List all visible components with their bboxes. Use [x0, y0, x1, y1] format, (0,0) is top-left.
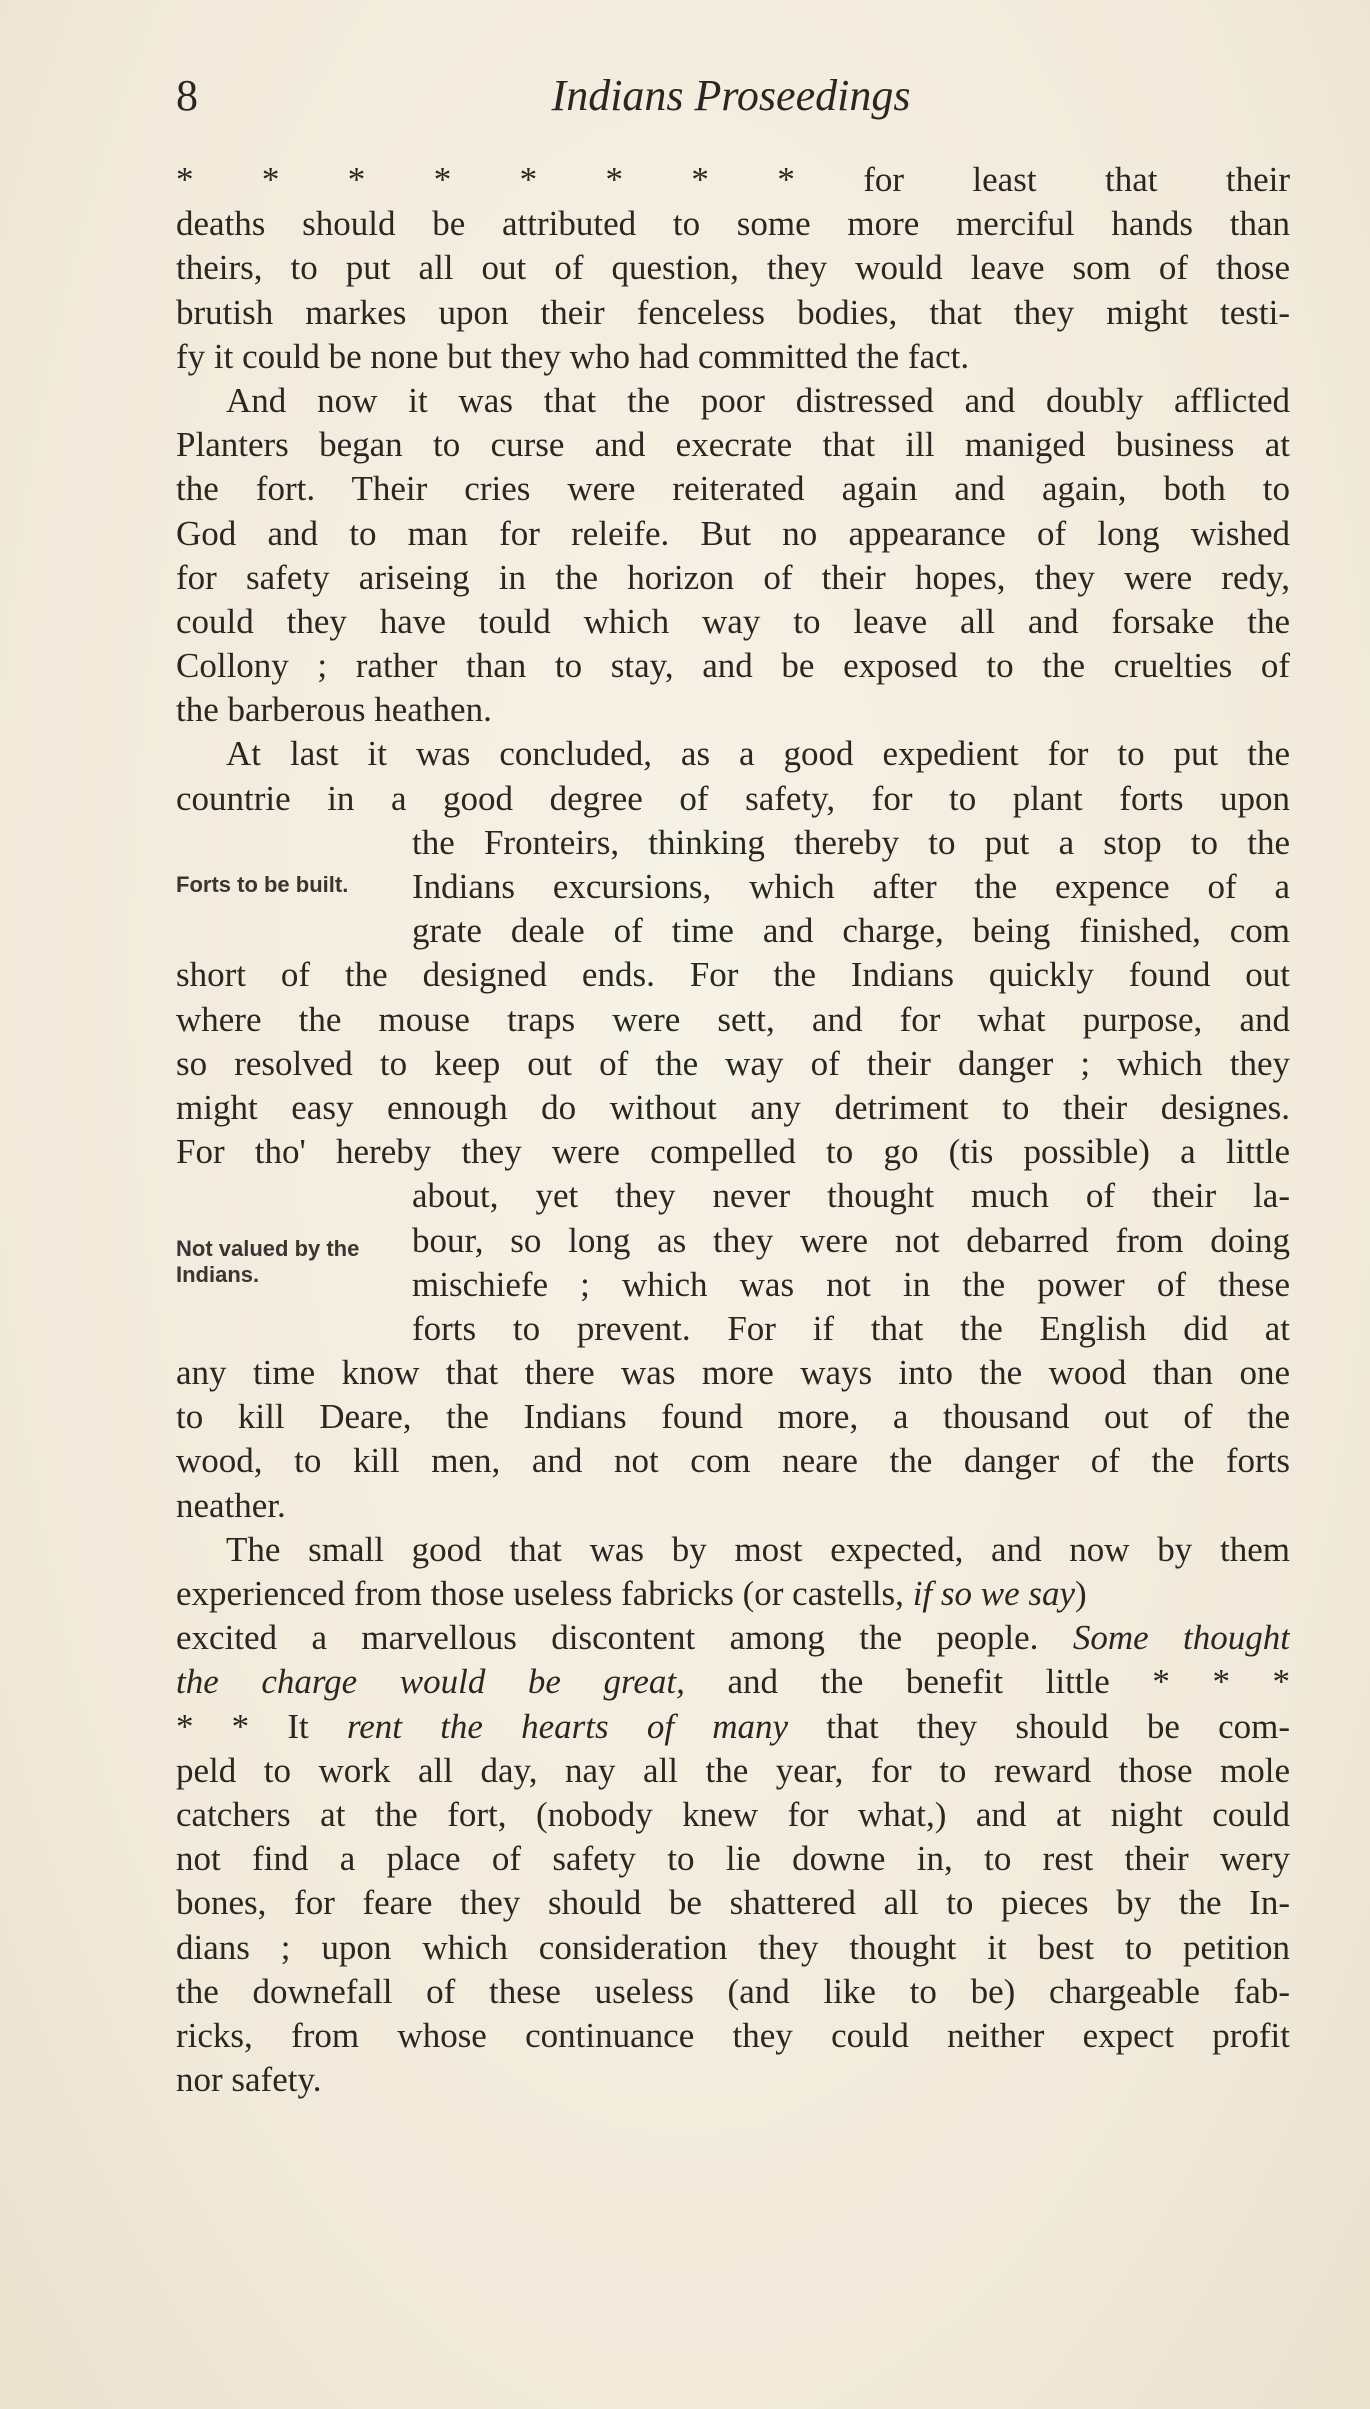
text-line: At last it was concluded, as a good expedient for to put the: [226, 734, 1290, 774]
text-line: ricks, from whose continuance they could neither expect profit: [176, 2015, 1290, 2055]
text-line: peld to work all day, nay all the year, for to reward those mole: [176, 1750, 1290, 1790]
italic-run: Some thought: [1072, 1618, 1290, 1658]
text-line: might easy ennough do without any detriment to their designes.: [176, 1087, 1290, 1127]
text-line: bour, so long as they were not debarred from doing: [412, 1220, 1290, 1260]
text-line: countrie in a good degree of safety, for to plant forts upon: [176, 778, 1290, 818]
text-line: Planters began to curse and execrate that ill maniged business at: [176, 425, 1290, 465]
text-line: Indians excursions, which after the expence of a: [412, 867, 1290, 906]
text-line: wood, to kill men, and not com neare the danger of the forts: [176, 1441, 1290, 1481]
text-run: * * *: [1152, 1662, 1290, 1702]
text-run: excited a marvellous discontent among the people.: [176, 1618, 1039, 1658]
text-line: fy it could be none but they who had committed the fact.: [176, 336, 970, 376]
text-line: And now it was that the poor distressed and doubly afflicted: [226, 380, 1290, 420]
text-line: so resolved to keep out of the way of their danger ; which they: [176, 1043, 1290, 1083]
body-text: [176, 158, 1290, 2102]
text-line: the fort. Their cries were reiterated again and again, both to: [176, 469, 1290, 509]
text-line: the barberous heathen.: [176, 690, 492, 730]
text-line: to kill Deare, the Indians found more, a thousand out of the: [176, 1397, 1290, 1437]
text-run: * * It: [176, 1706, 309, 1746]
text-line: could they have tould which way to leave all and forsake the: [176, 601, 1290, 641]
text-line: For tho' hereby they were compelled to go (tis possible) a little: [176, 1132, 1290, 1172]
text-line: the Fronteirs, thinking thereby to put a stop to the: [412, 822, 1290, 862]
text-line: * * * * * * * * for least that their: [176, 160, 1290, 199]
text-line: catchers at the fort, (nobody knew for what,) and at night could: [176, 1794, 1290, 1834]
text-line: [176, 1572, 1290, 1616]
italic-run: the charge would be great,: [176, 1662, 685, 1702]
text-line: not find a place of safety to lie downe in, to rest their wery: [176, 1839, 1290, 1879]
text-line: dians ; upon which consideration they thought it best to petition: [176, 1927, 1290, 1967]
text-line: neather.: [176, 1485, 286, 1525]
text-line: Collony ; rather than to stay, and be exposed to the cruelties of: [176, 646, 1290, 686]
text-line: God and to man for releife. But no appearance of long wished: [176, 513, 1290, 553]
margin-note-forts: Forts to be built.: [176, 872, 349, 897]
text-line: any time know that there was more ways into the wood than one: [176, 1353, 1290, 1393]
text-run: that they should be com-: [826, 1706, 1290, 1746]
text-line: [176, 1660, 1290, 1704]
text-line: nor safety.: [176, 2060, 322, 2100]
page-header: [176, 70, 1286, 130]
text-line: the downefall of these useless (and like to be) chargeable fab-: [176, 1971, 1290, 2011]
text-line: The small good that was by most expected, and now by them: [226, 1529, 1290, 1569]
text-run: ): [1075, 1574, 1087, 1613]
text-line: grate deale of time and charge, being finished, com: [412, 911, 1290, 951]
running-title: Indians Proseedings: [551, 71, 911, 120]
text-line: short of the designed ends. For the Indians quickly found out: [176, 955, 1290, 995]
text-line: mischiefe ; which was not in the power of these: [412, 1264, 1290, 1304]
text-line: brutish markes upon their fenceless bodies, that they might testi-: [176, 292, 1290, 332]
text-line: [176, 1616, 1290, 1660]
text-line: bones, for feare they should be shattered all to pieces by the In-: [176, 1883, 1290, 1923]
text-line: deaths should be attributed to some more merciful hands than: [176, 204, 1290, 244]
text-line: theirs, to put all out of question, they would leave som of those: [176, 248, 1290, 288]
text-line: forts to prevent. For if that the English did at: [412, 1308, 1290, 1348]
italic-run: rent the hearts of many: [346, 1706, 789, 1746]
margin-note-not-valued: Not valued by the Indians.: [176, 1236, 360, 1287]
text-run: experienced from those useless fabricks (or castells,: [176, 1574, 904, 1613]
text-line: where the mouse traps were sett, and for what purpose, and: [176, 999, 1290, 1039]
text-line: [176, 1705, 1290, 1749]
text-line: about, yet they never thought much of their la-: [412, 1176, 1290, 1216]
text-line: for safety ariseing in the horizon of their hopes, they were redy,: [176, 557, 1290, 597]
text-run: and the benefit little: [727, 1662, 1110, 1702]
italic-run: if so we say: [912, 1574, 1076, 1613]
page-number: 8: [176, 71, 198, 120]
